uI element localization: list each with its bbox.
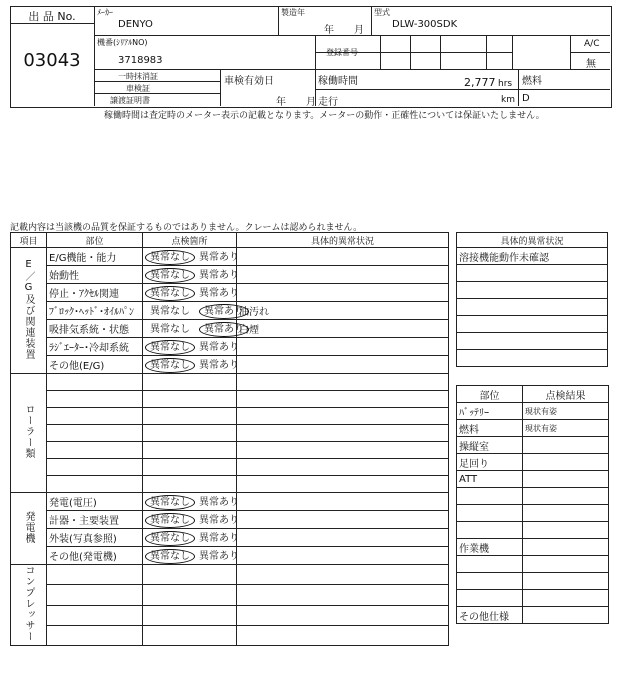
side-result-part: 足回り [457, 454, 523, 471]
part-cell [47, 408, 143, 425]
detail-cell [237, 248, 449, 266]
side-result-value [523, 556, 609, 573]
abnormal-option: 異常あり [199, 288, 239, 299]
side-result-row [457, 556, 609, 573]
col-header-check: 点検箇所 [143, 233, 237, 248]
side-abnormal-cell [457, 350, 608, 367]
side-abnormal-row [457, 265, 608, 282]
side-abnormal-cell: 溶接機能動作未確認 [457, 248, 608, 265]
side-result-value: 現状有姿 [523, 420, 609, 437]
table-row [11, 459, 449, 476]
table-row [11, 585, 449, 605]
side-abnormal-header: 具体的異常状況 [457, 233, 608, 248]
table-row [11, 476, 449, 493]
abnormal-option: 異常あり [199, 497, 239, 508]
side-abnormal-row [457, 333, 608, 350]
normal-option: 異常なし [145, 340, 195, 355]
part-cell [47, 391, 143, 408]
ac-label: A/C [584, 39, 600, 49]
km-label: 走行 [318, 97, 338, 108]
detail-cell [237, 459, 449, 476]
detail-cell [237, 547, 449, 565]
serial-label: 機番(ｼﾘｱﾙNO) [97, 38, 148, 47]
check-cell [143, 493, 237, 511]
side-result-row [457, 607, 609, 624]
part-cell [47, 585, 143, 605]
normal-option: 異常なし [150, 306, 190, 317]
detail-cell [237, 529, 449, 547]
side-result-row [457, 471, 609, 488]
serial-value: 3718983 [118, 55, 163, 66]
part-cell [47, 459, 143, 476]
side-result-row [457, 403, 609, 420]
side-result-part [457, 505, 523, 522]
col-header-part: 部位 [47, 233, 143, 248]
detail-cell [237, 476, 449, 493]
table-row [11, 511, 449, 529]
part-cell [47, 605, 143, 625]
side-result-row [457, 590, 609, 607]
side-result-value [523, 590, 609, 607]
check-cell [143, 425, 237, 442]
side-result-row [457, 522, 609, 539]
abnormal-option: 異常あり [199, 342, 239, 353]
table-row [11, 391, 449, 408]
part-cell: 停止・ｱｸｾﾙ関連 [47, 284, 143, 302]
part-cell [47, 476, 143, 493]
check-cell [143, 459, 237, 476]
year-label: 製造年 [281, 8, 305, 17]
detail-cell: 白煙 [237, 320, 449, 338]
side-result-row [457, 539, 609, 556]
side-abnormal-cell [457, 282, 608, 299]
group-label-text: E／G及び関連装置 [23, 258, 34, 360]
side-abnormal-row [457, 282, 608, 299]
part-cell: ﾌﾞﾛｯｸ･ﾍｯﾄﾞ･ｵｲﾙﾊﾟﾝ [47, 302, 143, 320]
side-abnormal-row [457, 248, 608, 265]
table-row [11, 248, 449, 266]
abnormal-option: 異常あり [199, 360, 239, 371]
meter-note: 稼働時間は査定時のメーター表示の記載となります。メーターの動作・正確性については保証いたしません。 [104, 111, 545, 121]
table-row [11, 605, 449, 625]
side-result-part [457, 488, 523, 505]
table-row [11, 302, 449, 320]
table-row [11, 284, 449, 302]
detail-cell [237, 391, 449, 408]
check-cell [143, 511, 237, 529]
normal-option: 異常なし [145, 250, 195, 265]
table-row [11, 266, 449, 284]
side-abnormal-cell [457, 265, 608, 282]
inspection-label: 車検有効日 [224, 76, 274, 87]
check-cell [143, 585, 237, 605]
part-cell [47, 374, 143, 391]
side-result-part: ATT [457, 471, 523, 488]
check-cell [143, 565, 237, 585]
check-cell [143, 284, 237, 302]
side-result-value [523, 505, 609, 522]
group-label-text: ローラー類 [23, 404, 34, 459]
side-result-value [523, 573, 609, 590]
part-cell: ﾗｼﾞｴｰﾀｰ･冷却系統 [47, 338, 143, 356]
group-label-text: コンプレッサー [23, 565, 34, 642]
normal-option: 異常なし [150, 324, 190, 335]
side-result-row [457, 488, 609, 505]
stock-no: 03043 [23, 50, 81, 71]
abnormal-option: 異常あり [199, 252, 239, 263]
detail-cell [237, 585, 449, 605]
side-result-row [457, 573, 609, 590]
detail-cell [237, 284, 449, 302]
side-result-row [457, 420, 609, 437]
detail-cell: 油汚れ [237, 302, 449, 320]
fuel-value: D [522, 93, 530, 104]
side-result-table [456, 385, 609, 624]
side-result-part [457, 556, 523, 573]
vehicle-cert-label: 車検証 [126, 84, 150, 93]
check-cell [143, 266, 237, 284]
col-header-detail: 具体的異常状況 [237, 233, 449, 248]
detail-cell [237, 625, 449, 645]
side-result-part: ﾊﾞｯﾃﾘｰ [457, 403, 523, 420]
check-cell [143, 442, 237, 459]
detail-cell [237, 266, 449, 284]
model-label: 型式 [374, 8, 390, 17]
side-result-part: 燃料 [457, 420, 523, 437]
side-abnormal-cell [457, 316, 608, 333]
side-result-part [457, 522, 523, 539]
side-result-part: 操縦室 [457, 437, 523, 454]
abnormal-option: 異常あり [199, 515, 239, 526]
model-value: DLW-300SDK [392, 19, 458, 30]
side-result-part: 作業機 [457, 539, 523, 556]
check-cell [143, 625, 237, 645]
transfer-cert-label: 譲渡証明書 [110, 96, 150, 105]
detail-cell [237, 374, 449, 391]
check-cell [143, 374, 237, 391]
side-result-value [523, 607, 609, 624]
month-unit: 月 [354, 25, 364, 36]
check-cell [143, 408, 237, 425]
normal-option: 異常なし [145, 268, 195, 283]
abnormal-option: 異常あり [199, 270, 239, 281]
side-result-header-part: 部位 [457, 386, 523, 403]
maker-label: ﾒｰｶｰ [97, 8, 113, 17]
group-label [11, 493, 47, 565]
side-result-part [457, 573, 523, 590]
table-row [11, 625, 449, 645]
check-cell [143, 476, 237, 493]
detail-cell [237, 511, 449, 529]
group-label [11, 374, 47, 493]
hours-unit: hrs [498, 79, 513, 89]
normal-option: 異常なし [145, 513, 195, 528]
table-row [11, 356, 449, 374]
part-cell: E/G機能・能力 [47, 248, 143, 266]
check-cell [143, 605, 237, 625]
side-result-value [523, 539, 609, 556]
reg-label: 登録番号 [326, 48, 358, 57]
fuel-label: 燃料 [522, 76, 542, 87]
part-cell: 発電(電圧) [47, 493, 143, 511]
side-result-value [523, 522, 609, 539]
group-label [11, 248, 47, 374]
hours-label: 稼働時間 [318, 76, 358, 87]
detail-cell [237, 605, 449, 625]
table-row [11, 374, 449, 391]
side-result-row [457, 505, 609, 522]
side-abnormal-cell [457, 333, 608, 350]
side-result-value: 現状有姿 [523, 403, 609, 420]
side-result-row [457, 454, 609, 471]
table-row [11, 338, 449, 356]
side-result-part [457, 590, 523, 607]
inspection-table [10, 232, 449, 646]
check-cell [143, 248, 237, 266]
table-row [11, 493, 449, 511]
detail-cell [237, 565, 449, 585]
table-row [11, 442, 449, 459]
side-abnormal-row [457, 299, 608, 316]
km-unit: km [501, 95, 515, 105]
table-row [11, 565, 449, 585]
temp-cancel-label: 一時抹消証 [118, 72, 158, 81]
side-result-value [523, 488, 609, 505]
group-label [11, 565, 47, 646]
year-unit: 年 [324, 25, 334, 36]
normal-option: 異常なし [145, 358, 195, 373]
side-abnormal-row [457, 350, 608, 367]
normal-option: 異常なし [145, 531, 195, 546]
inspection-month-unit: 月 [306, 97, 316, 108]
side-result-header-result: 点検結果 [523, 386, 609, 403]
normal-option: 異常なし [145, 286, 195, 301]
part-cell: その他(E/G) [47, 356, 143, 374]
abnormal-option: 異常あり [199, 322, 249, 337]
normal-option: 異常なし [145, 549, 195, 564]
abnormal-option: 異常あり [199, 533, 239, 544]
check-cell [143, 391, 237, 408]
check-cell [143, 320, 244, 338]
stock-no-label: 出 品 No. [28, 10, 76, 23]
hours-value: 2,777 [464, 76, 496, 89]
table-row [11, 547, 449, 565]
detail-cell [237, 356, 449, 374]
check-cell [143, 302, 244, 320]
group-label-text: 発電機 [23, 510, 34, 544]
part-cell: 吸排気系統・状態 [47, 320, 143, 338]
side-abnormal-table [456, 232, 608, 367]
check-cell [143, 338, 237, 356]
inspection-year-unit: 年 [276, 97, 286, 108]
part-cell [47, 565, 143, 585]
detail-cell [237, 493, 449, 511]
check-cell [143, 547, 237, 565]
maker-value: DENYO [118, 19, 153, 30]
side-abnormal-cell [457, 299, 608, 316]
table-row [11, 408, 449, 425]
disclaimer-note: 記載内容は当該機の品質を保証するものではありません。クレームは認められません。 [10, 223, 363, 233]
part-cell [47, 425, 143, 442]
table-row [11, 529, 449, 547]
side-result-value [523, 437, 609, 454]
detail-cell [237, 425, 449, 442]
side-result-row [457, 437, 609, 454]
side-abnormal-row [457, 316, 608, 333]
part-cell: 始動性 [47, 266, 143, 284]
part-cell: 外装(写真参照) [47, 529, 143, 547]
header-block [10, 6, 610, 108]
part-cell: その他(発電機) [47, 547, 143, 565]
abnormal-option: 異常あり [199, 304, 249, 319]
ac-value: 無 [586, 59, 596, 70]
abnormal-option: 異常あり [199, 551, 239, 562]
col-header-item: 項目 [11, 233, 47, 248]
side-result-part: その他仕様 [457, 607, 523, 624]
check-cell [143, 529, 237, 547]
side-result-value [523, 471, 609, 488]
table-row [11, 425, 449, 442]
check-cell [143, 356, 237, 374]
part-cell [47, 625, 143, 645]
part-cell [47, 442, 143, 459]
table-row [11, 320, 449, 338]
side-result-value [523, 454, 609, 471]
part-cell: 計器・主要装置 [47, 511, 143, 529]
normal-option: 異常なし [145, 495, 195, 510]
detail-cell [237, 338, 449, 356]
detail-cell [237, 442, 449, 459]
detail-cell [237, 408, 449, 425]
